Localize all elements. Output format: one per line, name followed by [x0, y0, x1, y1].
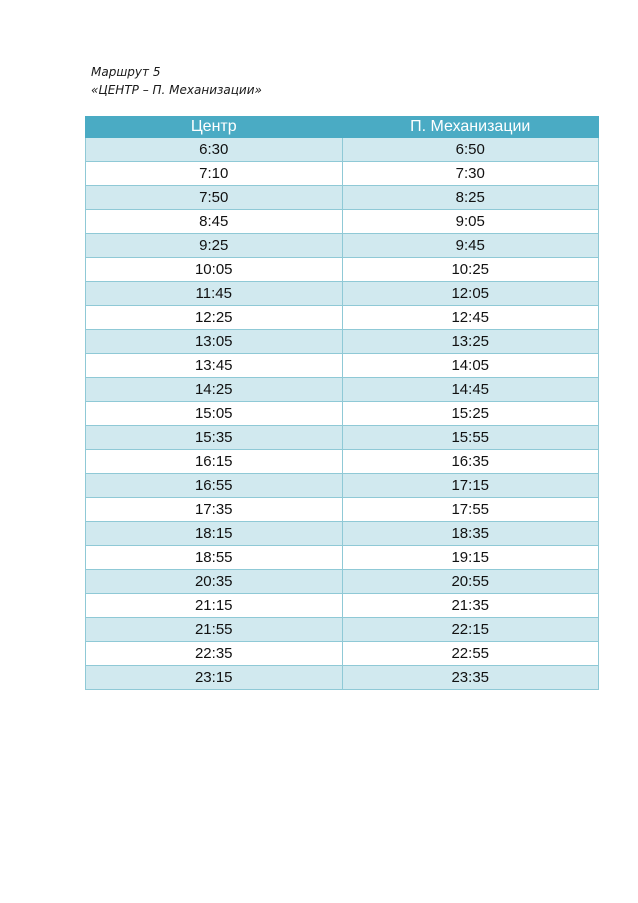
cell-mechanization-time: 15:25 — [342, 402, 599, 426]
cell-mechanization-time: 7:30 — [342, 162, 599, 186]
table-row — [86, 162, 599, 186]
cell-mechanization-time: 15:55 — [342, 426, 599, 450]
route-direction: «ЦЕНТР – П. Механизации» — [91, 83, 262, 97]
cell-mechanization-time: 18:35 — [342, 522, 599, 546]
cell-center-time: 7:10 — [86, 162, 343, 186]
table-row — [86, 402, 599, 426]
header-center: Центр — [86, 117, 343, 138]
cell-mechanization-time: 14:45 — [342, 378, 599, 402]
table-row — [86, 450, 599, 474]
timetable-header-row — [86, 117, 599, 138]
cell-mechanization-time: 12:45 — [342, 306, 599, 330]
cell-center-time: 16:55 — [86, 474, 343, 498]
cell-mechanization-time: 13:25 — [342, 330, 599, 354]
table-row — [86, 354, 599, 378]
route-heading — [91, 63, 262, 99]
cell-center-time: 13:45 — [86, 354, 343, 378]
cell-center-time: 18:15 — [86, 522, 343, 546]
cell-mechanization-time: 22:15 — [342, 618, 599, 642]
table-row — [86, 138, 599, 162]
cell-center-time: 10:05 — [86, 258, 343, 282]
cell-center-time: 17:35 — [86, 498, 343, 522]
table-row — [86, 666, 599, 690]
cell-center-time: 8:45 — [86, 210, 343, 234]
table-row — [86, 474, 599, 498]
cell-center-time: 13:05 — [86, 330, 343, 354]
cell-mechanization-time: 14:05 — [342, 354, 599, 378]
cell-center-time: 6:30 — [86, 138, 343, 162]
cell-mechanization-time: 17:15 — [342, 474, 599, 498]
table-row — [86, 282, 599, 306]
cell-mechanization-time: 20:55 — [342, 570, 599, 594]
table-row — [86, 642, 599, 666]
cell-mechanization-time: 17:55 — [342, 498, 599, 522]
timetable — [85, 116, 599, 690]
table-row — [86, 498, 599, 522]
cell-center-time: 15:35 — [86, 426, 343, 450]
cell-center-time: 20:35 — [86, 570, 343, 594]
cell-mechanization-time: 19:15 — [342, 546, 599, 570]
cell-mechanization-time: 9:45 — [342, 234, 599, 258]
cell-mechanization-time: 21:35 — [342, 594, 599, 618]
cell-center-time: 9:25 — [86, 234, 343, 258]
cell-center-time: 21:55 — [86, 618, 343, 642]
table-row — [86, 426, 599, 450]
cell-center-time: 7:50 — [86, 186, 343, 210]
cell-center-time: 21:15 — [86, 594, 343, 618]
cell-mechanization-time: 9:05 — [342, 210, 599, 234]
cell-mechanization-time: 8:25 — [342, 186, 599, 210]
cell-center-time: 23:15 — [86, 666, 343, 690]
cell-mechanization-time: 6:50 — [342, 138, 599, 162]
table-row — [86, 210, 599, 234]
table-row — [86, 546, 599, 570]
cell-center-time: 15:05 — [86, 402, 343, 426]
table-row — [86, 234, 599, 258]
route-number: Маршрут 5 — [91, 65, 161, 79]
table-row — [86, 570, 599, 594]
cell-mechanization-time: 23:35 — [342, 666, 599, 690]
table-row — [86, 258, 599, 282]
table-row — [86, 306, 599, 330]
cell-mechanization-time: 12:05 — [342, 282, 599, 306]
table-row — [86, 618, 599, 642]
timetable-body — [86, 138, 599, 690]
table-row — [86, 330, 599, 354]
cell-mechanization-time: 22:55 — [342, 642, 599, 666]
cell-center-time: 14:25 — [86, 378, 343, 402]
header-mechanization: П. Механизации — [342, 117, 599, 138]
cell-center-time: 22:35 — [86, 642, 343, 666]
table-row — [86, 594, 599, 618]
cell-center-time: 18:55 — [86, 546, 343, 570]
table-row — [86, 378, 599, 402]
table-row — [86, 186, 599, 210]
cell-mechanization-time: 10:25 — [342, 258, 599, 282]
cell-mechanization-time: 16:35 — [342, 450, 599, 474]
cell-center-time: 11:45 — [86, 282, 343, 306]
table-row — [86, 522, 599, 546]
cell-center-time: 12:25 — [86, 306, 343, 330]
cell-center-time: 16:15 — [86, 450, 343, 474]
